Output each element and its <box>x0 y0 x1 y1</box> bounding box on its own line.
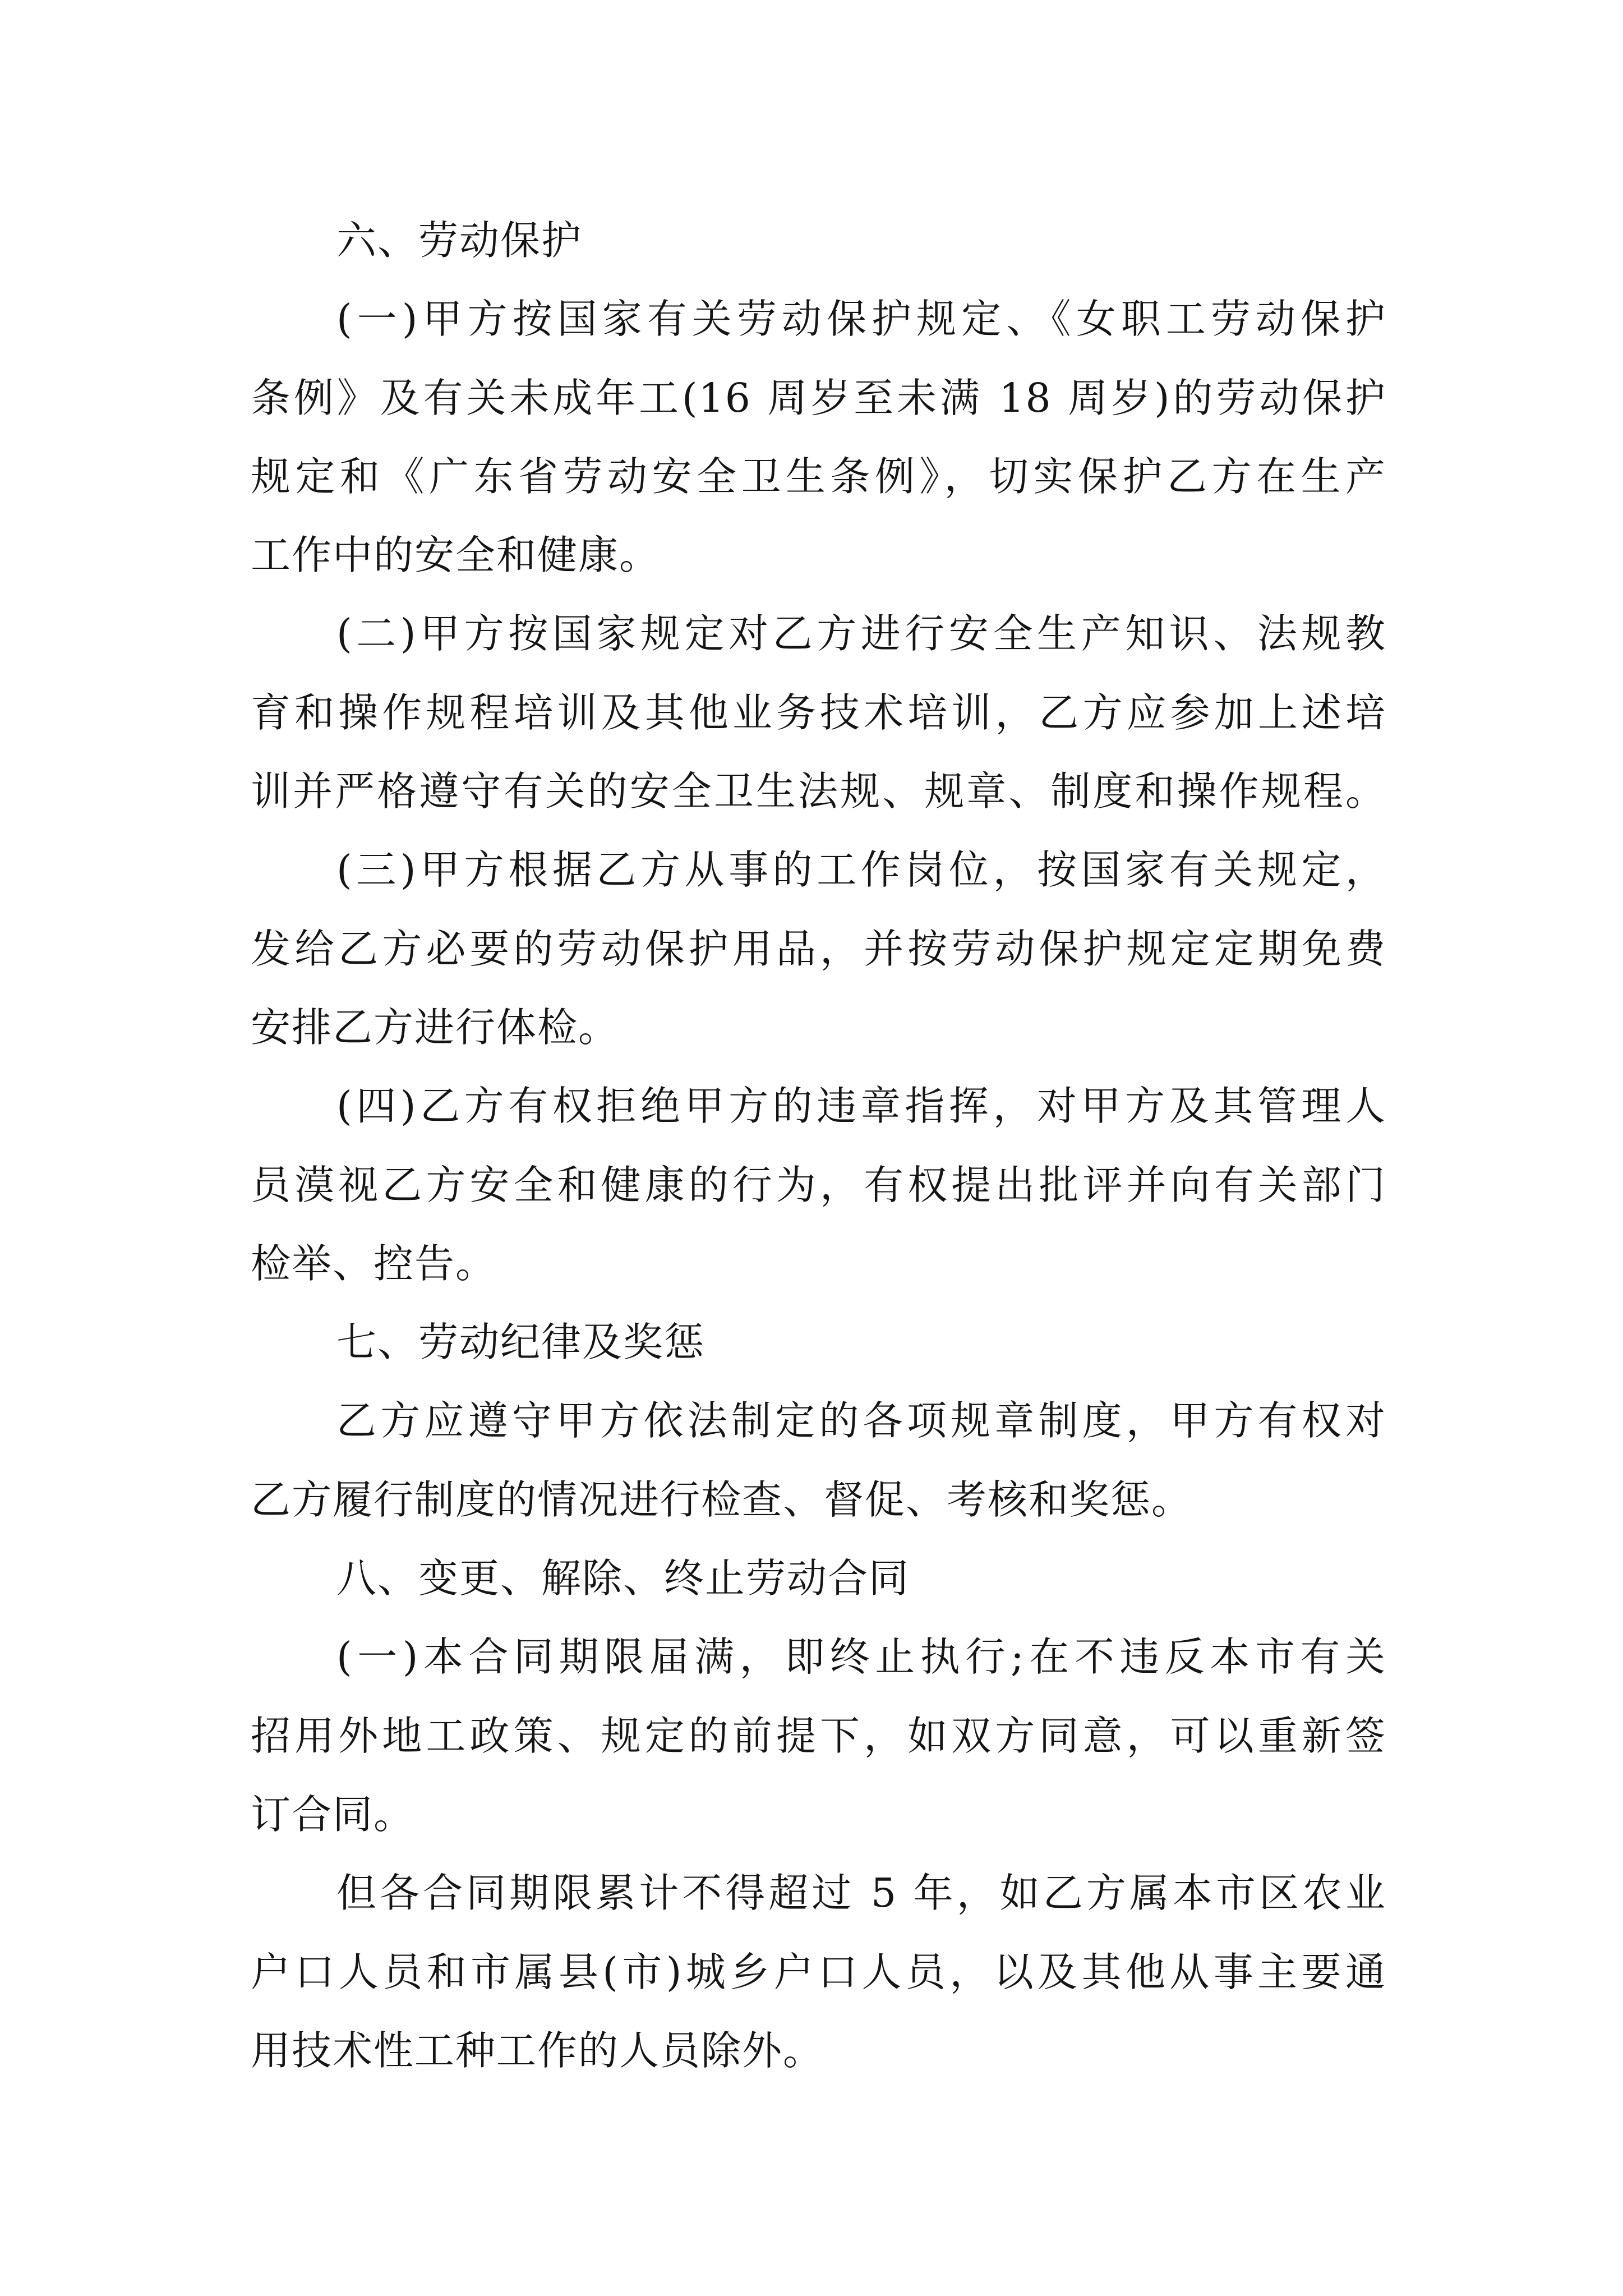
paragraph-line: (二)甲方按国家规定对乙方进行安全生产知识、法规教 <box>336 610 1386 657</box>
section-heading <box>251 201 1386 280</box>
paragraph-line: 条例》及有关未成年工(16 周岁至未满 18 周岁)的劳动保护 <box>251 374 1386 421</box>
section-heading <box>251 1539 1386 1618</box>
paragraph <box>251 595 1386 831</box>
paragraph-line: 发给乙方必要的劳动保护用品，并按劳动保护规定定期免费 <box>251 925 1386 972</box>
paragraph-line: 但各合同期限累计不得超过 5 年，如乙方属本市区农业 <box>336 1870 1386 1917</box>
document-body <box>251 201 1386 2090</box>
paragraph-line: 用技术性工种工作的人员除外。 <box>251 2027 824 2074</box>
paragraph <box>251 1854 1386 2090</box>
paragraph-line: 检举、控告。 <box>251 1240 497 1287</box>
paragraph-line: 安排乙方进行体检。 <box>251 1004 620 1051</box>
paragraph-line: 户口人员和市属县(市)城乡户口人员，以及其他从事主要通 <box>251 1948 1386 1995</box>
paragraph-line: 乙方履行制度的情况进行检查、督促、考核和奖惩。 <box>251 1476 1193 1523</box>
paragraph <box>251 831 1386 1067</box>
heading-line: 七、劳动纪律及奖惩 <box>336 1319 706 1366</box>
heading-line: 八、变更、解除、终止劳动合同 <box>336 1555 910 1602</box>
paragraph-line: 工作中的安全和健康。 <box>251 532 661 579</box>
paragraph-line: 招用外地工政策、规定的前提下，如双方同意，可以重新签 <box>251 1712 1386 1759</box>
paragraph-line: (三)甲方根据乙方从事的工作岗位，按国家有关规定， <box>336 846 1386 894</box>
paragraph-line: 员漠视乙方安全和健康的行为，有权提出批评并向有关部门 <box>251 1161 1386 1208</box>
paragraph-line: 订合同。 <box>251 1791 415 1838</box>
paragraph <box>251 280 1386 595</box>
paragraph <box>251 1618 1386 1854</box>
paragraph <box>251 1067 1386 1303</box>
heading-line: 六、劳动保护 <box>336 217 583 264</box>
paragraph-line: 规定和《广东省劳动安全卫生条例》，切实保护乙方在生产 <box>251 453 1386 500</box>
paragraph-line: (一)甲方按国家有关劳动保护规定、《女职工劳动保护 <box>336 296 1386 343</box>
paragraph-line: 乙方应遵守甲方依法制定的各项规章制度，甲方有权对 <box>336 1397 1386 1444</box>
paragraph-line: 育和操作规程培训及其他业务技术培训，乙方应参加上述培 <box>251 689 1386 736</box>
paragraph-line: (四)乙方有权拒绝甲方的违章指挥，对甲方及其管理人 <box>336 1083 1386 1130</box>
paragraph-line: 训并严格遵守有关的安全卫生法规、规章、制度和操作规程。 <box>251 768 1386 815</box>
paragraph <box>251 1382 1386 1539</box>
paragraph-line: (一)本合同期限届满，即终止执行;在不违反本市有关 <box>336 1634 1386 1681</box>
section-heading <box>251 1303 1386 1382</box>
